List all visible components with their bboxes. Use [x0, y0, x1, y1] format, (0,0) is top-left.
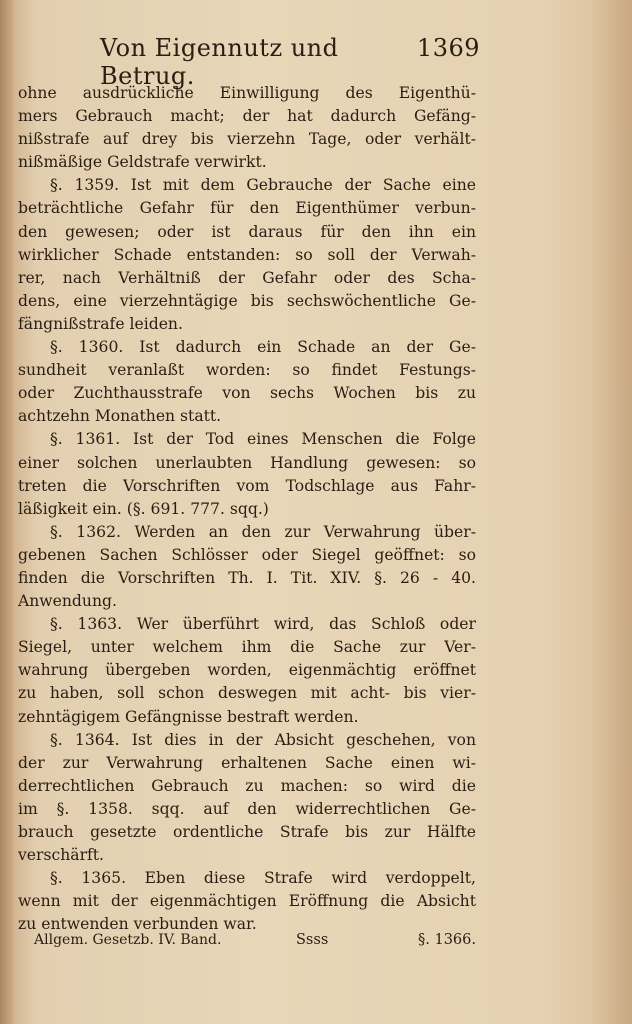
line-text: oder Zuchthausstrafe von sechs Wochen bis zu [18, 384, 476, 403]
line-text: zu haben, soll schon deswegen mit acht- bis vier- [18, 684, 476, 703]
line-text: nißstrafe auf drey bis vierzehn Tage, oder verhält- [18, 130, 476, 149]
text-line [18, 498, 476, 521]
text-line [18, 890, 476, 913]
line-text: §. 1362. Werden an den zur Verwahrung über- [50, 522, 476, 541]
text-line [18, 729, 476, 752]
text-line [18, 521, 476, 544]
text-line [18, 590, 476, 613]
text-line [18, 798, 476, 821]
line-text: §. 1360. Ist dadurch ein Schade an der Ge- [50, 338, 476, 357]
line-text: zehntägigem Gefängnisse bestraft werden. [18, 707, 359, 726]
text-line [18, 313, 476, 336]
text-line [18, 659, 476, 682]
line-text: wirklicher Schade entstanden: so soll der Verwah- [18, 245, 476, 264]
sheet-mark: Ssss [296, 932, 329, 948]
line-text: §. 1365. Eben diese Strafe wird verdoppelt, [50, 869, 476, 888]
line-text: verschärft. [18, 846, 105, 865]
line-text: ohne ausdrückliche Einwilligung des Eigenthü- [18, 84, 476, 102]
text-line [18, 613, 476, 636]
text-line [18, 636, 476, 659]
line-text: treten die Vorschriften vom Todschlage aus Fahr- [18, 476, 476, 495]
text-line [18, 244, 476, 267]
text-line [18, 82, 476, 105]
page-footer [34, 932, 476, 958]
line-text: läßigkeit ein. (§. 691. 777. sqq.) [18, 499, 269, 518]
text-line [18, 821, 476, 844]
signature-line: Allgem. Gesetzb. IV. Band. [34, 932, 222, 948]
text-line [18, 151, 476, 174]
line-text: nißmäßige Geldstrafe verwirkt. [18, 153, 267, 172]
text-line [18, 752, 476, 775]
text-line [18, 336, 476, 359]
line-text: wenn mit der eigenmächtigen Eröffnung die Absicht [18, 892, 476, 911]
text-line [18, 128, 476, 151]
text-line [18, 359, 476, 382]
line-text: Anwendung. [18, 592, 117, 611]
text-line [18, 844, 476, 867]
text-line [18, 382, 476, 405]
body-text [18, 82, 476, 936]
text-line [18, 452, 476, 475]
line-text: zu entwenden verbunden war. [18, 915, 257, 934]
text-line [18, 475, 476, 498]
running-title: Von Eigennutz und Betrug. [100, 34, 339, 90]
running-header [100, 34, 480, 90]
text-line [18, 221, 476, 244]
text-line [18, 174, 476, 197]
text-line [18, 867, 476, 890]
text-line [18, 267, 476, 290]
line-text: der zur Verwahrung erhaltenen Sache einen wi- [18, 753, 476, 772]
line-text: brauch gesetzte ordentliche Strafe bis zur Hälfte [18, 823, 476, 841]
line-text: derrechtlichen Gebrauch zu machen: so wird die [18, 776, 476, 795]
text-line [18, 706, 476, 729]
line-text: einer solchen unerlaubten Handlung gewesen: so [18, 453, 476, 472]
line-text: §. 1363. Wer überführt wird, das Schloß oder [50, 615, 476, 634]
line-text: mers Gebrauch macht; der hat dadurch Gefäng- [18, 107, 476, 126]
text-line [18, 428, 476, 451]
text-line [18, 290, 476, 313]
line-text: gebenen Sachen Schlösser oder Siegel geöffnet: so [18, 545, 476, 564]
line-text: §. 1359. Ist mit dem Gebrauche der Sache eine [50, 176, 476, 195]
line-text: wahrung übergeben worden, eigenmächtig eröffnet [18, 661, 476, 680]
page-binding-edge [0, 0, 14, 1024]
line-text: finden die Vorschriften Th. I. Tit. XIV. §. 26 - 40. [18, 568, 476, 587]
text-line [18, 775, 476, 798]
line-text: den gewesen; oder ist daraus für den ihn ein [18, 222, 476, 241]
text-line [18, 682, 476, 705]
line-text: fängnißstrafe leiden. [18, 314, 183, 333]
line-text: achtzehn Monathen statt. [18, 407, 222, 426]
catchword: §. 1366. [418, 932, 476, 948]
text-line [18, 405, 476, 428]
text-line [18, 197, 476, 220]
line-text: §. 1364. Ist dies in der Absicht geschehen, von [50, 730, 476, 749]
line-text: dens, eine vierzehntägige bis sechswöchentliche Ge- [18, 291, 476, 310]
text-line [18, 105, 476, 128]
text-line [18, 567, 476, 590]
line-text: sundheit veranlaßt worden: so findet Festungs- [18, 361, 476, 380]
line-text: §. 1361. Ist der Tod eines Menschen die Folge [50, 430, 476, 449]
page-shadow [592, 0, 632, 1024]
line-text: im §. 1358. sqq. auf den widerrechtlichen Ge- [18, 799, 476, 818]
line-text: beträchtliche Gefahr für den Eigenthümer verbun- [18, 199, 476, 218]
page-number: 1369 [416, 34, 480, 62]
line-text: Siegel, unter welchem ihm die Sache zur Ver- [18, 638, 476, 657]
text-line [18, 544, 476, 567]
line-text: rer, nach Verhältniß der Gefahr oder des Scha- [18, 268, 476, 287]
